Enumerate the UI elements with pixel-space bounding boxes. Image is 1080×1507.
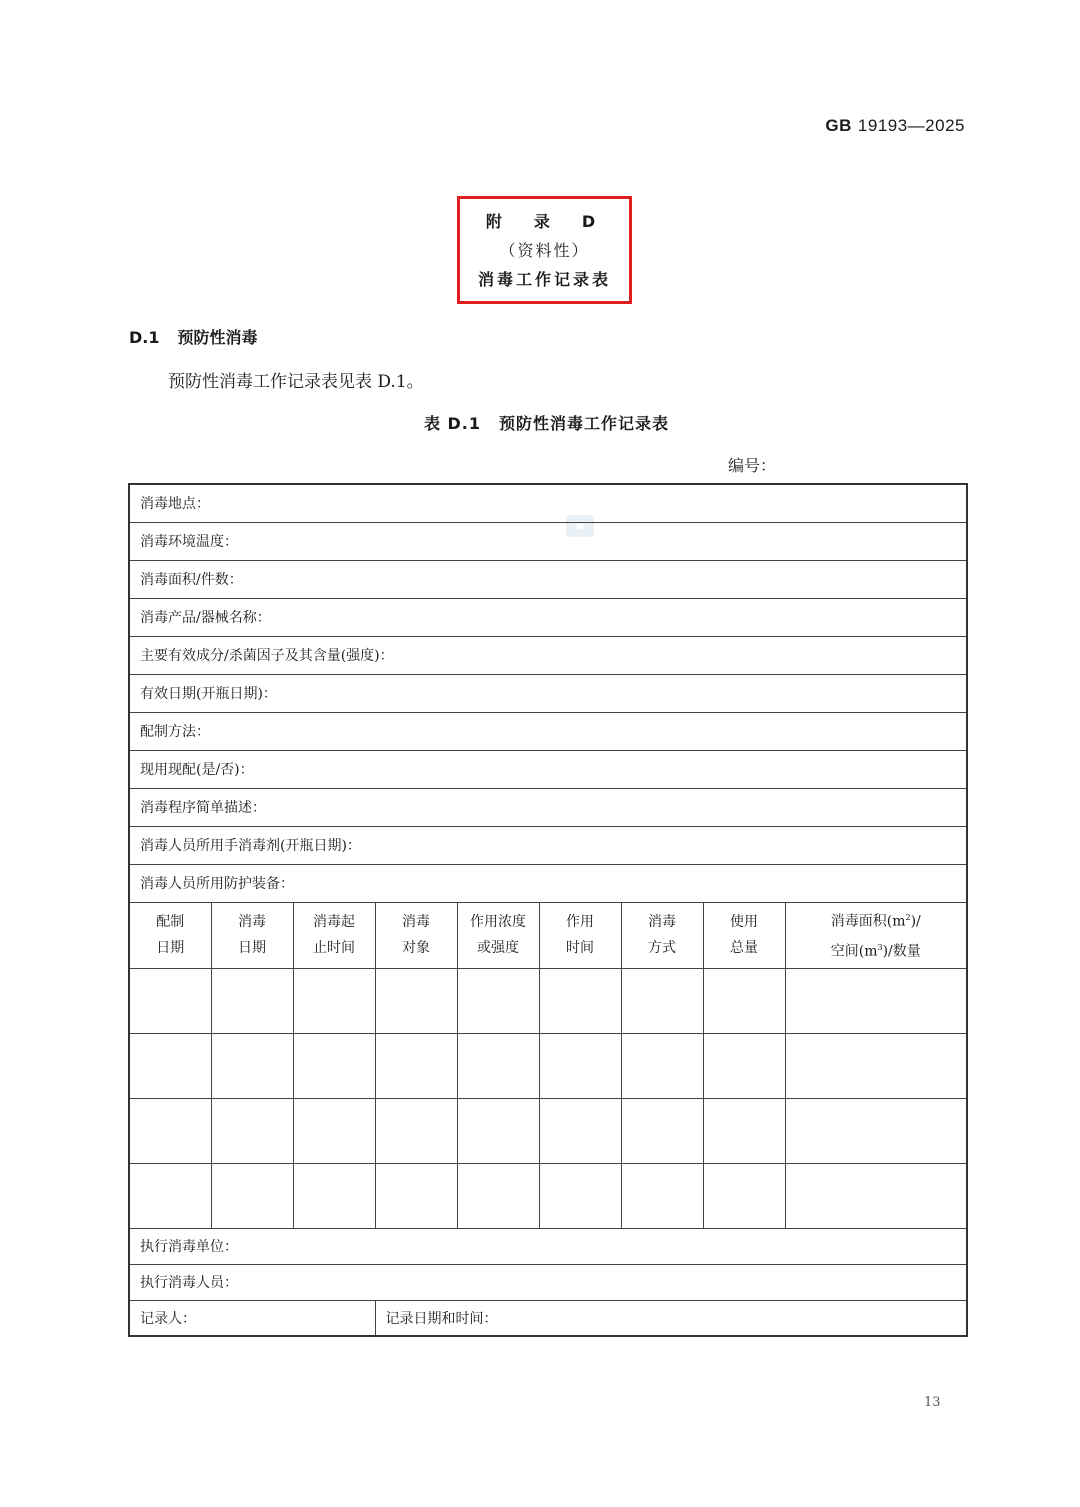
col-target: 消毒 对象	[375, 902, 457, 968]
watermark-logo: ▣	[566, 515, 594, 537]
table-cell[interactable]	[457, 1163, 539, 1228]
col-total-usage: 使用 总量	[703, 902, 785, 968]
table-cell[interactable]	[211, 968, 293, 1033]
standard-number: 19193—2025	[857, 116, 965, 135]
field-temperature[interactable]: 消毒环境温度：	[129, 522, 967, 560]
table-cell[interactable]	[703, 1098, 785, 1163]
annex-title-box	[457, 196, 632, 304]
table-cell[interactable]	[211, 1163, 293, 1228]
table-cell[interactable]	[129, 1033, 211, 1098]
table-row	[129, 1163, 967, 1228]
table-cell[interactable]	[703, 1163, 785, 1228]
page-number: 13	[924, 1395, 941, 1410]
field-area-count[interactable]: 消毒面积/件数：	[129, 560, 967, 598]
table-cell[interactable]	[621, 968, 703, 1033]
table-number: 表 D.1	[423, 414, 482, 433]
table-cell[interactable]	[375, 1098, 457, 1163]
table-cell[interactable]	[621, 1163, 703, 1228]
body-paragraph: 预防性消毒工作记录表见表 D.1。	[168, 372, 424, 392]
col-start-end-time: 消毒起 止时间	[293, 902, 375, 968]
annex-title: 附 录 D	[485, 211, 604, 231]
record-table	[128, 483, 968, 1337]
field-procedure[interactable]: 消毒程序简单描述：	[129, 788, 967, 826]
table-cell[interactable]	[703, 1033, 785, 1098]
col-disinfection-date: 消毒 日期	[211, 902, 293, 968]
field-prepared-fresh[interactable]: 现用现配(是/否)：	[129, 750, 967, 788]
table-cell[interactable]	[621, 1098, 703, 1163]
table-cell[interactable]	[375, 1163, 457, 1228]
col-action-time: 作用 时间	[539, 902, 621, 968]
table-row	[129, 1033, 967, 1098]
table-cell[interactable]	[703, 968, 785, 1033]
col-area-space-count: 消毒面积$(m^2)/$ 空间$(m^3)/$数量	[785, 902, 967, 968]
field-executing-staff[interactable]: 执行消毒人员：	[129, 1264, 967, 1300]
table-cell[interactable]	[129, 968, 211, 1033]
field-protective-equipment[interactable]: 消毒人员所用防护装备：	[129, 864, 967, 902]
table-cell[interactable]	[785, 968, 967, 1033]
table-cell[interactable]	[293, 1163, 375, 1228]
table-cell[interactable]	[375, 968, 457, 1033]
annex-name: 消毒工作记录表	[477, 269, 611, 289]
field-preparation-method[interactable]: 配制方法：	[129, 712, 967, 750]
field-hand-sanitizer[interactable]: 消毒人员所用手消毒剂(开瓶日期)：	[129, 826, 967, 864]
field-expiry-date[interactable]: 有效日期(开瓶日期)：	[129, 674, 967, 712]
table-cell[interactable]	[457, 1033, 539, 1098]
table-cell[interactable]	[457, 968, 539, 1033]
serial-number-label: 编号：	[728, 456, 777, 475]
col-method: 消毒 方式	[621, 902, 703, 968]
field-location[interactable]: 消毒地点：	[129, 484, 967, 522]
table-cell[interactable]	[621, 1033, 703, 1098]
annex-type: （资料性）	[499, 240, 590, 260]
table-cell[interactable]	[211, 1033, 293, 1098]
table-cell[interactable]	[129, 1098, 211, 1163]
table-cell[interactable]	[539, 1098, 621, 1163]
table-cell[interactable]	[539, 968, 621, 1033]
standard-prefix: GB	[825, 116, 852, 135]
clause-title: 预防性消毒	[177, 328, 258, 347]
standard-code	[825, 116, 965, 136]
field-product-name[interactable]: 消毒产品/器械名称：	[129, 598, 967, 636]
table-cell[interactable]	[129, 1163, 211, 1228]
clause-heading	[129, 325, 258, 348]
table-cell[interactable]	[211, 1098, 293, 1163]
table-row	[129, 968, 967, 1033]
col-concentration: 作用浓度 或强度	[457, 902, 539, 968]
table-cell[interactable]	[293, 1033, 375, 1098]
table-cell[interactable]	[457, 1098, 539, 1163]
field-recorder[interactable]: 记录人：	[129, 1300, 375, 1336]
table-cell[interactable]	[539, 1163, 621, 1228]
table-caption	[0, 411, 1080, 434]
field-executing-unit[interactable]: 执行消毒单位：	[129, 1228, 967, 1264]
table-cell[interactable]	[293, 968, 375, 1033]
table-cell[interactable]	[539, 1033, 621, 1098]
clause-number: D.1	[129, 328, 160, 347]
table-cell[interactable]	[785, 1163, 967, 1228]
table-cell[interactable]	[785, 1033, 967, 1098]
table-cell[interactable]	[293, 1098, 375, 1163]
table-cell[interactable]	[785, 1098, 967, 1163]
column-header-row	[129, 902, 967, 968]
field-active-ingredient[interactable]: 主要有效成分/杀菌因子及其含量(强度)：	[129, 636, 967, 674]
table-title: 预防性消毒工作记录表	[499, 414, 670, 433]
field-record-datetime[interactable]: 记录日期和时间：	[375, 1300, 967, 1336]
table-cell[interactable]	[375, 1033, 457, 1098]
table-row	[129, 1098, 967, 1163]
col-prep-date: 配制 日期	[129, 902, 211, 968]
